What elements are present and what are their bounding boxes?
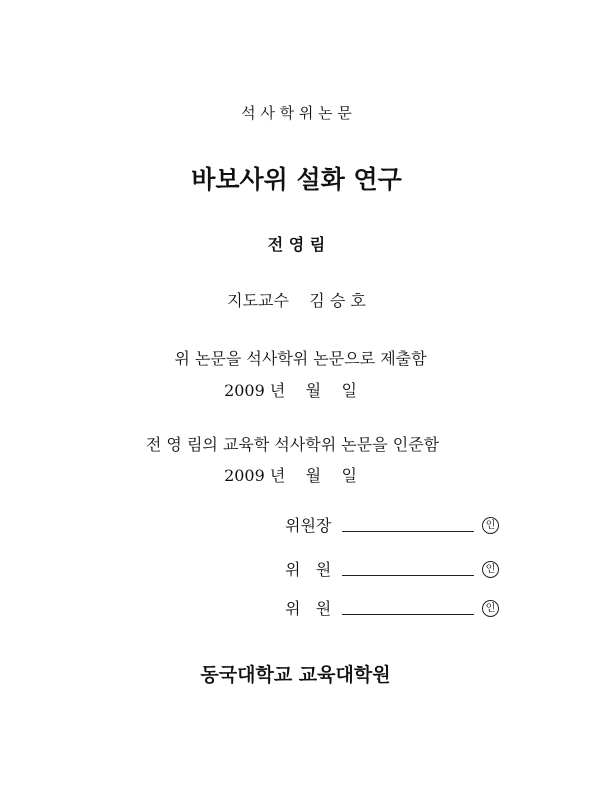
submission-date: 2009 년 월 일 xyxy=(224,381,357,400)
committee-role: 위원장 xyxy=(285,516,332,535)
seal-mark: 인 xyxy=(482,517,499,534)
institution-name: 동국대학교 교육대학원 xyxy=(200,664,391,686)
seal-mark: 인 xyxy=(482,561,499,578)
signature-line xyxy=(342,613,474,615)
signature-line xyxy=(342,574,474,576)
thesis-title: 바보사위 설화 연구 xyxy=(191,165,402,194)
degree-type: 석 사 학 위 논 문 xyxy=(241,104,352,122)
committee-role: 위 원 xyxy=(285,599,332,618)
approval-date: 2009 년 월 일 xyxy=(224,466,357,485)
committee-row-member xyxy=(285,556,499,580)
committee-role: 위 원 xyxy=(285,560,332,579)
submission-statement: 위 논문을 석사학위 논문으로 제출함 xyxy=(174,349,427,368)
author-name: 전 영 림 xyxy=(267,235,326,254)
advisor-name: 지도교수 김 승 호 xyxy=(227,291,366,310)
signature-line xyxy=(342,530,474,532)
approval-statement: 전 영 림의 교육학 석사학위 논문을 인준함 xyxy=(145,435,440,454)
seal-mark: 인 xyxy=(482,600,499,617)
committee-row-chair xyxy=(285,512,499,536)
committee-row-member xyxy=(285,595,499,619)
